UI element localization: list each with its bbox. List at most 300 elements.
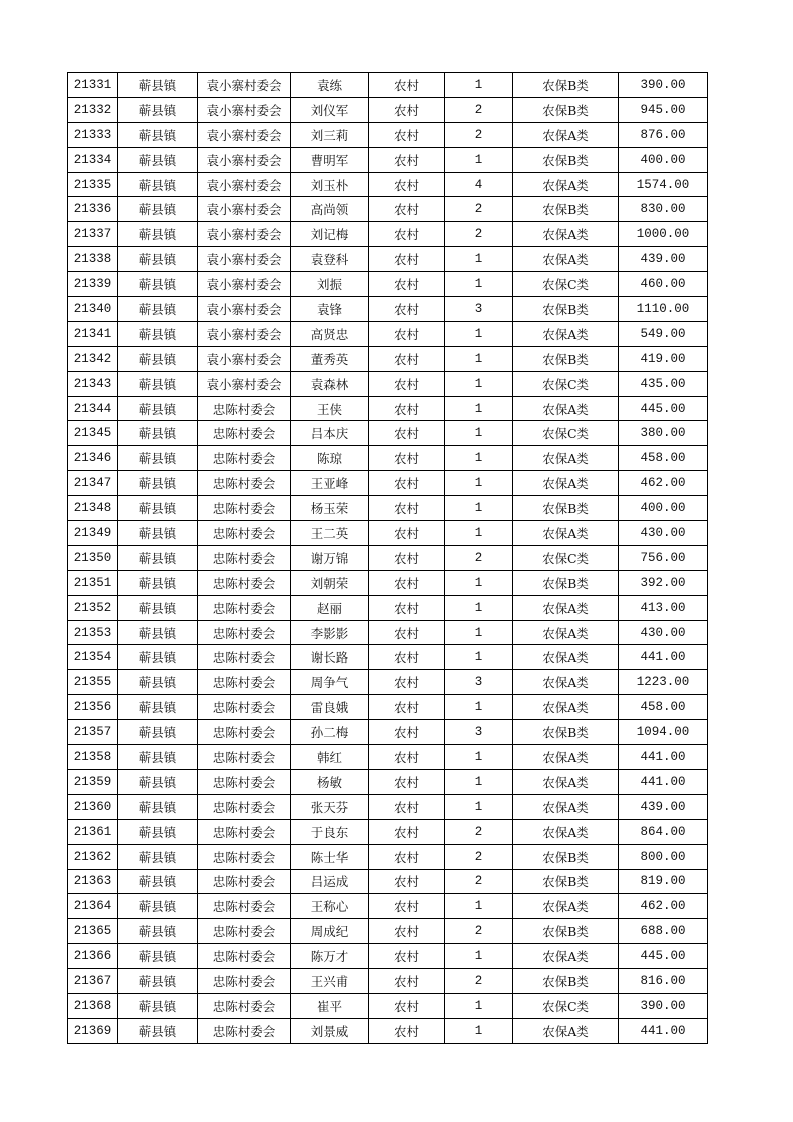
village-committee-cell: 忠陈村委会 (198, 894, 291, 919)
person-name-cell: 周争气 (291, 670, 369, 695)
area-type-cell: 农村 (369, 297, 445, 322)
insurance-category-cell: 农保C类 (513, 545, 619, 570)
area-type-cell: 农村 (369, 421, 445, 446)
insurance-category-cell: 农保A类 (513, 745, 619, 770)
amount-cell: 462.00 (619, 471, 708, 496)
record-id-cell: 21353 (68, 620, 118, 645)
table-row (68, 670, 708, 695)
record-id-cell: 21366 (68, 944, 118, 969)
household-count-cell: 1 (445, 620, 513, 645)
insurance-category-cell: 农保C类 (513, 272, 619, 297)
person-name-cell: 吕本庆 (291, 421, 369, 446)
amount-cell: 390.00 (619, 73, 708, 98)
area-type-cell: 农村 (369, 147, 445, 172)
area-type-cell: 农村 (369, 620, 445, 645)
record-id-cell: 21333 (68, 122, 118, 147)
table-row (68, 869, 708, 894)
record-id-cell: 21331 (68, 73, 118, 98)
amount-cell: 460.00 (619, 272, 708, 297)
area-type-cell: 农村 (369, 222, 445, 247)
town-cell: 蕲县镇 (118, 670, 198, 695)
record-id-cell: 21362 (68, 844, 118, 869)
table-row (68, 396, 708, 421)
area-type-cell: 农村 (369, 745, 445, 770)
amount-cell: 439.00 (619, 247, 708, 272)
table-row (68, 794, 708, 819)
person-name-cell: 刘朝荣 (291, 570, 369, 595)
table-row (68, 471, 708, 496)
area-type-cell: 农村 (369, 769, 445, 794)
table-row (68, 222, 708, 247)
person-name-cell: 刘记梅 (291, 222, 369, 247)
household-count-cell: 1 (445, 396, 513, 421)
area-type-cell: 农村 (369, 197, 445, 222)
person-name-cell: 周成纪 (291, 919, 369, 944)
area-type-cell: 农村 (369, 446, 445, 471)
record-id-cell: 21350 (68, 545, 118, 570)
amount-cell: 430.00 (619, 620, 708, 645)
table-row (68, 371, 708, 396)
village-committee-cell: 忠陈村委会 (198, 396, 291, 421)
person-name-cell: 高贤忠 (291, 321, 369, 346)
village-committee-cell: 忠陈村委会 (198, 769, 291, 794)
amount-cell: 549.00 (619, 321, 708, 346)
person-name-cell: 赵丽 (291, 595, 369, 620)
area-type-cell: 农村 (369, 844, 445, 869)
person-name-cell: 袁登科 (291, 247, 369, 272)
record-id-cell: 21338 (68, 247, 118, 272)
household-count-cell: 1 (445, 944, 513, 969)
record-id-cell: 21361 (68, 819, 118, 844)
household-count-cell: 1 (445, 595, 513, 620)
household-count-cell: 1 (445, 446, 513, 471)
table-row (68, 421, 708, 446)
table-row (68, 172, 708, 197)
table-row (68, 570, 708, 595)
insurance-category-cell: 农保A类 (513, 321, 619, 346)
village-committee-cell: 袁小寨村委会 (198, 222, 291, 247)
benefit-table (67, 72, 708, 1044)
area-type-cell: 农村 (369, 993, 445, 1018)
insurance-category-cell: 农保B类 (513, 919, 619, 944)
town-cell: 蕲县镇 (118, 247, 198, 272)
amount-cell: 392.00 (619, 570, 708, 595)
insurance-category-cell: 农保A类 (513, 645, 619, 670)
insurance-category-cell: 农保B类 (513, 969, 619, 994)
area-type-cell: 农村 (369, 919, 445, 944)
record-id-cell: 21356 (68, 695, 118, 720)
household-count-cell: 2 (445, 545, 513, 570)
person-name-cell: 吕运成 (291, 869, 369, 894)
table-row (68, 720, 708, 745)
table-row (68, 595, 708, 620)
household-count-cell: 1 (445, 496, 513, 521)
area-type-cell: 农村 (369, 570, 445, 595)
town-cell: 蕲县镇 (118, 97, 198, 122)
amount-cell: 816.00 (619, 969, 708, 994)
insurance-category-cell: 农保B类 (513, 197, 619, 222)
table-row (68, 944, 708, 969)
village-committee-cell: 袁小寨村委会 (198, 122, 291, 147)
town-cell: 蕲县镇 (118, 396, 198, 421)
town-cell: 蕲县镇 (118, 844, 198, 869)
household-count-cell: 1 (445, 247, 513, 272)
amount-cell: 445.00 (619, 944, 708, 969)
insurance-category-cell: 农保A类 (513, 247, 619, 272)
town-cell: 蕲县镇 (118, 570, 198, 595)
amount-cell: 419.00 (619, 346, 708, 371)
record-id-cell: 21337 (68, 222, 118, 247)
town-cell: 蕲县镇 (118, 819, 198, 844)
person-name-cell: 王称心 (291, 894, 369, 919)
town-cell: 蕲县镇 (118, 620, 198, 645)
town-cell: 蕲县镇 (118, 794, 198, 819)
household-count-cell: 1 (445, 346, 513, 371)
town-cell: 蕲县镇 (118, 645, 198, 670)
household-count-cell: 3 (445, 297, 513, 322)
person-name-cell: 刘仪军 (291, 97, 369, 122)
area-type-cell: 农村 (369, 969, 445, 994)
document-table-container (67, 72, 707, 1044)
record-id-cell: 21342 (68, 346, 118, 371)
table-row (68, 122, 708, 147)
area-type-cell: 农村 (369, 122, 445, 147)
record-id-cell: 21357 (68, 720, 118, 745)
village-committee-cell: 袁小寨村委会 (198, 147, 291, 172)
record-id-cell: 21348 (68, 496, 118, 521)
area-type-cell: 农村 (369, 97, 445, 122)
amount-cell: 945.00 (619, 97, 708, 122)
area-type-cell: 农村 (369, 1018, 445, 1043)
village-committee-cell: 忠陈村委会 (198, 496, 291, 521)
amount-cell: 1574.00 (619, 172, 708, 197)
village-committee-cell: 忠陈村委会 (198, 446, 291, 471)
town-cell: 蕲县镇 (118, 969, 198, 994)
town-cell: 蕲县镇 (118, 197, 198, 222)
village-committee-cell: 忠陈村委会 (198, 993, 291, 1018)
amount-cell: 800.00 (619, 844, 708, 869)
household-count-cell: 1 (445, 272, 513, 297)
village-committee-cell: 袁小寨村委会 (198, 371, 291, 396)
village-committee-cell: 袁小寨村委会 (198, 197, 291, 222)
insurance-category-cell: 农保B类 (513, 346, 619, 371)
household-count-cell: 1 (445, 794, 513, 819)
amount-cell: 413.00 (619, 595, 708, 620)
town-cell: 蕲县镇 (118, 720, 198, 745)
household-count-cell: 1 (445, 73, 513, 98)
area-type-cell: 农村 (369, 346, 445, 371)
household-count-cell: 2 (445, 819, 513, 844)
insurance-category-cell: 农保A类 (513, 446, 619, 471)
amount-cell: 458.00 (619, 446, 708, 471)
table-row (68, 620, 708, 645)
insurance-category-cell: 农保B类 (513, 73, 619, 98)
table-row (68, 321, 708, 346)
insurance-category-cell: 农保A类 (513, 471, 619, 496)
household-count-cell: 1 (445, 421, 513, 446)
town-cell: 蕲县镇 (118, 993, 198, 1018)
person-name-cell: 崔平 (291, 993, 369, 1018)
area-type-cell: 农村 (369, 720, 445, 745)
area-type-cell: 农村 (369, 794, 445, 819)
person-name-cell: 袁锋 (291, 297, 369, 322)
record-id-cell: 21355 (68, 670, 118, 695)
table-row (68, 969, 708, 994)
record-id-cell: 21358 (68, 745, 118, 770)
village-committee-cell: 忠陈村委会 (198, 720, 291, 745)
amount-cell: 462.00 (619, 894, 708, 919)
area-type-cell: 农村 (369, 521, 445, 546)
amount-cell: 1000.00 (619, 222, 708, 247)
household-count-cell: 2 (445, 222, 513, 247)
record-id-cell: 21332 (68, 97, 118, 122)
record-id-cell: 21349 (68, 521, 118, 546)
village-committee-cell: 袁小寨村委会 (198, 346, 291, 371)
area-type-cell: 农村 (369, 471, 445, 496)
record-id-cell: 21359 (68, 769, 118, 794)
household-count-cell: 2 (445, 122, 513, 147)
insurance-category-cell: 农保A类 (513, 1018, 619, 1043)
household-count-cell: 2 (445, 844, 513, 869)
record-id-cell: 21341 (68, 321, 118, 346)
town-cell: 蕲县镇 (118, 745, 198, 770)
person-name-cell: 王亚峰 (291, 471, 369, 496)
area-type-cell: 农村 (369, 172, 445, 197)
amount-cell: 688.00 (619, 919, 708, 944)
village-committee-cell: 忠陈村委会 (198, 695, 291, 720)
record-id-cell: 21346 (68, 446, 118, 471)
amount-cell: 458.00 (619, 695, 708, 720)
person-name-cell: 陈万才 (291, 944, 369, 969)
record-id-cell: 21365 (68, 919, 118, 944)
amount-cell: 1094.00 (619, 720, 708, 745)
person-name-cell: 刘三莉 (291, 122, 369, 147)
area-type-cell: 农村 (369, 819, 445, 844)
amount-cell: 1110.00 (619, 297, 708, 322)
area-type-cell: 农村 (369, 894, 445, 919)
table-row (68, 247, 708, 272)
person-name-cell: 王兴甫 (291, 969, 369, 994)
town-cell: 蕲县镇 (118, 944, 198, 969)
household-count-cell: 1 (445, 570, 513, 595)
insurance-category-cell: 农保A类 (513, 794, 619, 819)
person-name-cell: 刘玉朴 (291, 172, 369, 197)
insurance-category-cell: 农保B类 (513, 869, 619, 894)
table-row (68, 446, 708, 471)
town-cell: 蕲县镇 (118, 446, 198, 471)
village-committee-cell: 袁小寨村委会 (198, 97, 291, 122)
town-cell: 蕲县镇 (118, 769, 198, 794)
amount-cell: 819.00 (619, 869, 708, 894)
insurance-category-cell: 农保B类 (513, 570, 619, 595)
amount-cell: 390.00 (619, 993, 708, 1018)
amount-cell: 439.00 (619, 794, 708, 819)
table-row (68, 645, 708, 670)
record-id-cell: 21344 (68, 396, 118, 421)
area-type-cell: 农村 (369, 595, 445, 620)
table-row (68, 147, 708, 172)
person-name-cell: 董秀英 (291, 346, 369, 371)
village-committee-cell: 袁小寨村委会 (198, 247, 291, 272)
village-committee-cell: 忠陈村委会 (198, 471, 291, 496)
area-type-cell: 农村 (369, 645, 445, 670)
insurance-category-cell: 农保A类 (513, 595, 619, 620)
insurance-category-cell: 农保C类 (513, 371, 619, 396)
insurance-category-cell: 农保A类 (513, 670, 619, 695)
person-name-cell: 于良东 (291, 819, 369, 844)
amount-cell: 756.00 (619, 545, 708, 570)
household-count-cell: 1 (445, 769, 513, 794)
insurance-category-cell: 农保A类 (513, 521, 619, 546)
table-row (68, 1018, 708, 1043)
household-count-cell: 1 (445, 471, 513, 496)
insurance-category-cell: 农保A类 (513, 172, 619, 197)
table-row (68, 894, 708, 919)
village-committee-cell: 袁小寨村委会 (198, 272, 291, 297)
town-cell: 蕲县镇 (118, 172, 198, 197)
person-name-cell: 韩红 (291, 745, 369, 770)
insurance-category-cell: 农保B类 (513, 297, 619, 322)
village-committee-cell: 忠陈村委会 (198, 620, 291, 645)
village-committee-cell: 忠陈村委会 (198, 944, 291, 969)
record-id-cell: 21335 (68, 172, 118, 197)
area-type-cell: 农村 (369, 272, 445, 297)
table-row (68, 993, 708, 1018)
town-cell: 蕲县镇 (118, 545, 198, 570)
table-row (68, 197, 708, 222)
household-count-cell: 3 (445, 670, 513, 695)
insurance-category-cell: 农保C类 (513, 421, 619, 446)
insurance-category-cell: 农保A类 (513, 222, 619, 247)
household-count-cell: 1 (445, 1018, 513, 1043)
record-id-cell: 21364 (68, 894, 118, 919)
amount-cell: 876.00 (619, 122, 708, 147)
area-type-cell: 农村 (369, 695, 445, 720)
area-type-cell: 农村 (369, 944, 445, 969)
table-row (68, 844, 708, 869)
amount-cell: 445.00 (619, 396, 708, 421)
village-committee-cell: 忠陈村委会 (198, 869, 291, 894)
record-id-cell: 21367 (68, 969, 118, 994)
table-row (68, 297, 708, 322)
town-cell: 蕲县镇 (118, 371, 198, 396)
record-id-cell: 21334 (68, 147, 118, 172)
record-id-cell: 21339 (68, 272, 118, 297)
village-committee-cell: 忠陈村委会 (198, 745, 291, 770)
record-id-cell: 21336 (68, 197, 118, 222)
record-id-cell: 21368 (68, 993, 118, 1018)
household-count-cell: 1 (445, 695, 513, 720)
table-row (68, 73, 708, 98)
amount-cell: 830.00 (619, 197, 708, 222)
village-committee-cell: 袁小寨村委会 (198, 321, 291, 346)
village-committee-cell: 袁小寨村委会 (198, 297, 291, 322)
village-committee-cell: 忠陈村委会 (198, 819, 291, 844)
village-committee-cell: 忠陈村委会 (198, 595, 291, 620)
household-count-cell: 2 (445, 97, 513, 122)
record-id-cell: 21354 (68, 645, 118, 670)
village-committee-cell: 忠陈村委会 (198, 969, 291, 994)
area-type-cell: 农村 (369, 869, 445, 894)
amount-cell: 1223.00 (619, 670, 708, 695)
town-cell: 蕲县镇 (118, 521, 198, 546)
person-name-cell: 陈琼 (291, 446, 369, 471)
record-id-cell: 21352 (68, 595, 118, 620)
village-committee-cell: 忠陈村委会 (198, 545, 291, 570)
area-type-cell: 农村 (369, 73, 445, 98)
amount-cell: 441.00 (619, 1018, 708, 1043)
record-id-cell: 21343 (68, 371, 118, 396)
insurance-category-cell: 农保A类 (513, 819, 619, 844)
table-row (68, 272, 708, 297)
area-type-cell: 农村 (369, 496, 445, 521)
person-name-cell: 王二英 (291, 521, 369, 546)
town-cell: 蕲县镇 (118, 894, 198, 919)
amount-cell: 441.00 (619, 745, 708, 770)
person-name-cell: 高尚领 (291, 197, 369, 222)
household-count-cell: 1 (445, 745, 513, 770)
town-cell: 蕲县镇 (118, 695, 198, 720)
town-cell: 蕲县镇 (118, 346, 198, 371)
amount-cell: 430.00 (619, 521, 708, 546)
village-committee-cell: 忠陈村委会 (198, 794, 291, 819)
area-type-cell: 农村 (369, 670, 445, 695)
table-row (68, 769, 708, 794)
table-row (68, 919, 708, 944)
household-count-cell: 1 (445, 371, 513, 396)
town-cell: 蕲县镇 (118, 122, 198, 147)
amount-cell: 441.00 (619, 769, 708, 794)
table-row (68, 545, 708, 570)
person-name-cell: 袁森林 (291, 371, 369, 396)
table-row (68, 745, 708, 770)
village-committee-cell: 忠陈村委会 (198, 919, 291, 944)
table-row (68, 819, 708, 844)
town-cell: 蕲县镇 (118, 421, 198, 446)
insurance-category-cell: 农保B类 (513, 496, 619, 521)
town-cell: 蕲县镇 (118, 1018, 198, 1043)
household-count-cell: 1 (445, 321, 513, 346)
household-count-cell: 2 (445, 197, 513, 222)
town-cell: 蕲县镇 (118, 73, 198, 98)
area-type-cell: 农村 (369, 321, 445, 346)
person-name-cell: 孙二梅 (291, 720, 369, 745)
person-name-cell: 王侠 (291, 396, 369, 421)
record-id-cell: 21363 (68, 869, 118, 894)
insurance-category-cell: 农保A类 (513, 620, 619, 645)
person-name-cell: 谢长路 (291, 645, 369, 670)
village-committee-cell: 忠陈村委会 (198, 1018, 291, 1043)
person-name-cell: 杨敏 (291, 769, 369, 794)
village-committee-cell: 忠陈村委会 (198, 844, 291, 869)
person-name-cell: 曹明军 (291, 147, 369, 172)
household-count-cell: 2 (445, 969, 513, 994)
table-row (68, 695, 708, 720)
insurance-category-cell: 农保B类 (513, 97, 619, 122)
household-count-cell: 1 (445, 894, 513, 919)
insurance-category-cell: 农保B类 (513, 147, 619, 172)
insurance-category-cell: 农保A类 (513, 695, 619, 720)
town-cell: 蕲县镇 (118, 595, 198, 620)
insurance-category-cell: 农保A类 (513, 944, 619, 969)
town-cell: 蕲县镇 (118, 222, 198, 247)
amount-cell: 435.00 (619, 371, 708, 396)
amount-cell: 400.00 (619, 147, 708, 172)
insurance-category-cell: 农保C类 (513, 993, 619, 1018)
town-cell: 蕲县镇 (118, 272, 198, 297)
village-committee-cell: 袁小寨村委会 (198, 172, 291, 197)
village-committee-cell: 忠陈村委会 (198, 645, 291, 670)
